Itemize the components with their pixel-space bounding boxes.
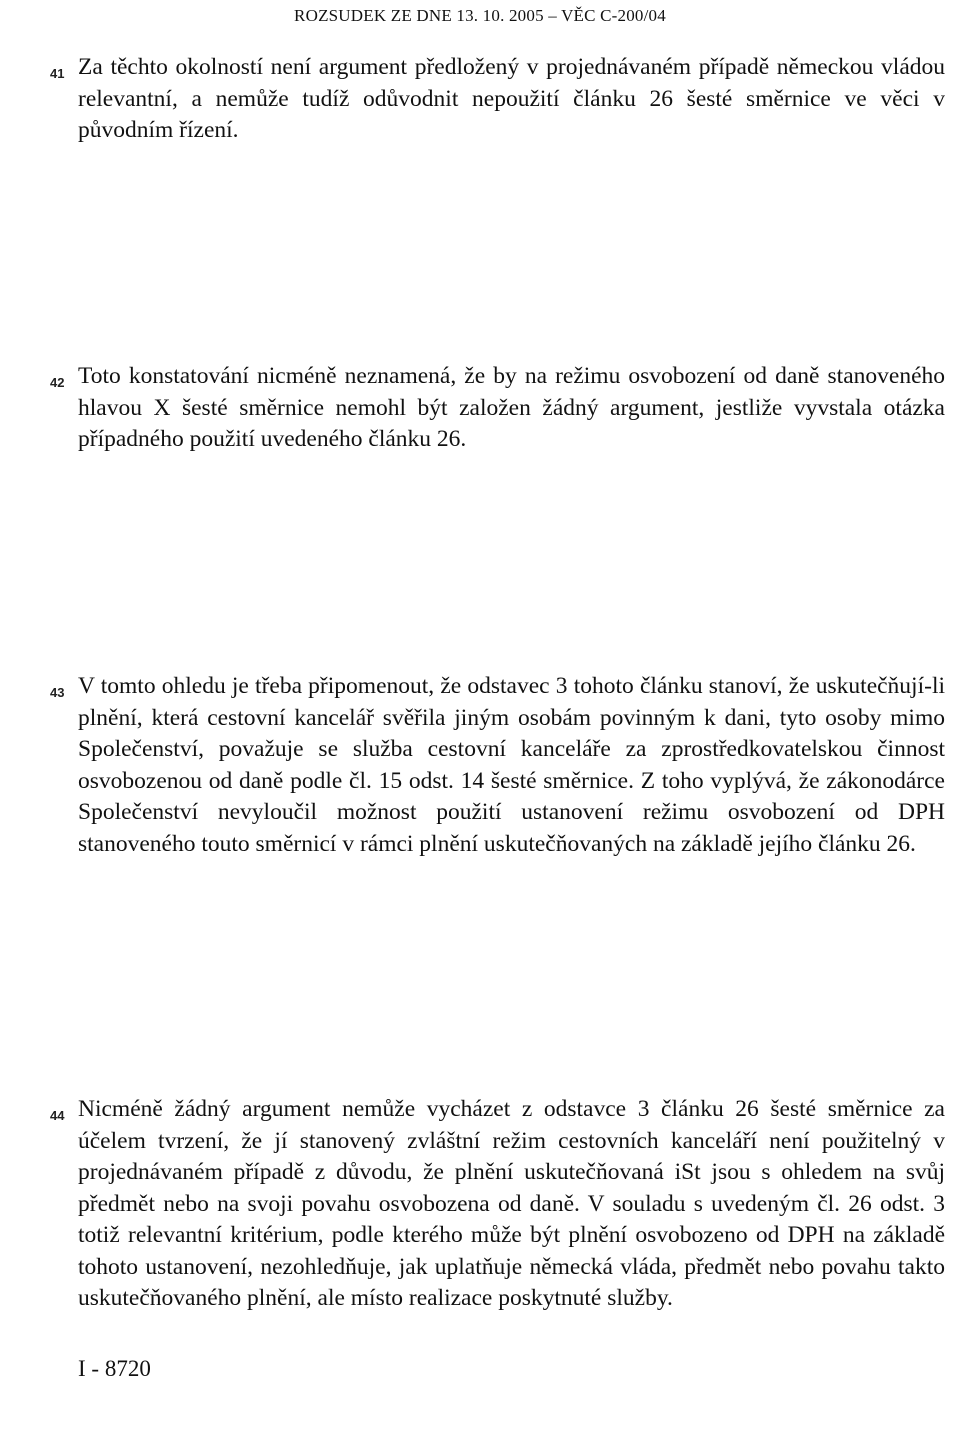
paragraph-number: 42 bbox=[50, 375, 65, 390]
paragraph-text: Nicméně žádný argument nemůže vycházet z odstavce 3 článku 26 šesté směrnice za účelem tvrzení, že jí stanovený zvláštní režim cestovních kanceláří není použitelný v projednávaném případě z důvodu, že plnění uskutečňovaná iSt jsou s ohledem na svůj předmět nebo na svoji povahu osvobozena od daně. V souladu s uvedeným čl. 26 odst. 3 totiž relevantní kritérium, podle kterého může být plnění osvobozeno od DPH na základě tohoto ustanovení, nezohledňuje, jak uplatňuje německá vláda, předmět nebo povahu takto uskutečňovaného plnění, ale místo realizace poskytnuté služby. bbox=[78, 1096, 945, 1311]
paragraph-text: Za těchto okolností není argument předložený v projednávaném případě německou vládou relevantní, a nemůže tudíž odůvodnit nepoužití článku 26 šesté směrnice ve věci v původním řízení. bbox=[78, 54, 945, 143]
paragraph-number: 43 bbox=[50, 685, 65, 700]
paragraph-43 bbox=[50, 671, 945, 860]
paragraph-44 bbox=[50, 1094, 945, 1315]
paragraph-number: 41 bbox=[50, 66, 65, 81]
running-header: ROZSUDEK ZE DNE 13. 10. 2005 – VĚC C-200/04 bbox=[294, 6, 666, 25]
paragraph-number: 44 bbox=[50, 1108, 65, 1123]
page-number: I - 8720 bbox=[78, 1356, 151, 1381]
paragraph-41 bbox=[50, 52, 945, 147]
paragraph-42 bbox=[50, 361, 945, 456]
paragraph-text: Toto konstatování nicméně neznamená, že by na režimu osvobození od daně stanoveného hlavou X šesté směrnice nemohl být založen žádný argument, jestliže vyvstala otázka případného použití uvedeného článku 26. bbox=[78, 363, 945, 452]
paragraph-text: V tomto ohledu je třeba připomenout, že odstavec 3 tohoto článku stanoví, že uskutečňují-li plnění, která cestovní kancelář svěřila jiným osobám povinným k dani, tyto osoby mimo Společenství, považuje se služba cestovní kanceláře za zprostředkovatelskou činnost osvobozenou od daně podle čl. 15 odst. 14 šesté směrnice. Z toho vyplývá, že zákonodárce Společenství nevyloučil možnost použití ustanovení režimu osvobození od DPH stanoveného touto směrnicí v rámci plnění uskutečňovaných na základě jejího článku 26. bbox=[78, 673, 945, 857]
